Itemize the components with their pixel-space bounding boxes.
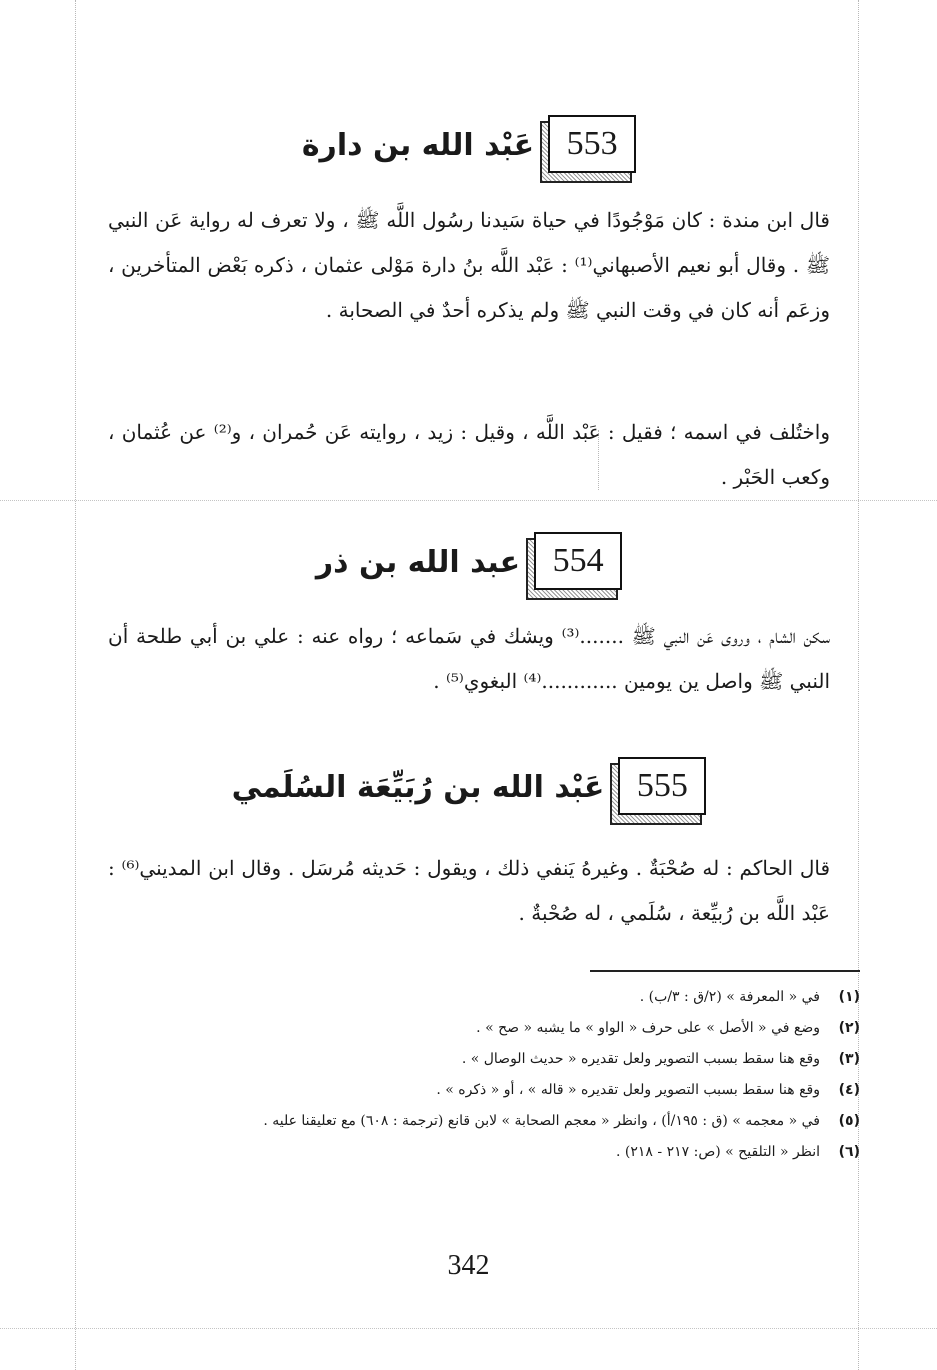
footnote-text: وضع في « الأصل » على حرف « الواو » ما يشبه « صح » . [476,1020,820,1036]
footnote [108,982,860,1013]
footnote [108,1013,860,1044]
footnote [108,1137,860,1168]
entry-555-heading [110,757,830,817]
entry-554-paragraph-1: سكن الشام ، وروى عَن النبي ﷺ .......⁽³⁾ ويشك في سَماعه ؛ رواه عنه : علي بن أبي طلحة أن النبي ﷺ واصل ين يومين ............⁽⁴⁾ البغوي⁽⁵⁾ . [108,624,830,693]
footnote [108,1075,860,1106]
entry-title: عَبْد الله بن دارة [301,127,535,163]
footnote-text: في « المعرفة » (٢/ق : ٣/ب) . [639,989,820,1005]
footnote-text: وقع هنا سقط بسبب التصوير ولعل تقديره « قاله » ، أو « ذكره » . [436,1082,820,1098]
footnote-separator [590,970,860,972]
entry-number: 555 [618,757,706,815]
footnote [108,1106,860,1137]
footnotes [108,982,860,1168]
entry-number-box [534,532,624,592]
entry-553-paragraph-2: واختُلف في اسمه ؛ فقيل : عَبْد اللَّه ، وقيل : زيد ، روايته عَن حُمران ، و⁽²⁾ عن عُثمان ، وكعب الحَبْر . [108,420,830,489]
page-number: 342 [447,1250,490,1281]
entry-title: عبد الله بن ذر [315,544,521,580]
footnote-text: في « معجمه » (ق : ١٩٥/أ) ، وانظر « معجم الصحابة » لابن قانع (ترجمة : ٦٠٨) مع تعليقنا عليه . [263,1113,820,1129]
footnote-number: (١) [838,989,860,1005]
footnote-number: (٦) [838,1144,860,1160]
entry-554-heading [110,532,830,592]
entry-553-heading [110,115,830,175]
entry-number-box [618,757,708,817]
footnote-number: (٥) [838,1113,860,1129]
footnote-text: انظر « التلقيح » (ص: ٢١٧ - ٢١٨) . [616,1144,820,1160]
entry-number-box [548,115,638,175]
entry-555-paragraph-1: قال الحاكم : له صُحْبَةٌ . وغيرهُ يَنفي ذلك ، ويقول : حَديثه مُرسَل . وقال ابن المديني⁽⁶⁾ : عَبْد اللَّه بن رُبيِّعة ، سُلَمي ، له صُحْبةٌ . [108,856,830,925]
footnote-number: (٤) [838,1082,860,1098]
footnote-number: (٢) [838,1020,860,1036]
scan-guide [75,0,76,1370]
footnote [108,1044,860,1075]
entry-title: عَبْد الله بن رُبَيِّعَة السُلَمي [231,769,605,805]
scan-guide [0,500,937,501]
footnote-text: وقع هنا سقط بسبب التصوير ولعل تقديره « حديث الوصال » . [461,1051,820,1067]
scan-guide [0,1328,937,1329]
footnote-number: (٣) [838,1051,860,1067]
entry-number: 554 [534,532,622,590]
entry-number: 553 [548,115,636,173]
entry-553-paragraph-1: قال ابن مندة : كان مَوْجُودًا في حياة سَيدنا رسُول اللَّه ﷺ ، ولا تعرف له رواية عَن النبي ﷺ . وقال أبو نعيم الأصبهاني⁽¹⁾ : عَبْد اللَّه بنُ دارة مَوْلى عثمان ، ذكره بَعْض المتأخرين ، وزعَم أنه كان في وقت النبي ﷺ ولم يذكره أحدٌ في الصحابة . [108,208,831,322]
